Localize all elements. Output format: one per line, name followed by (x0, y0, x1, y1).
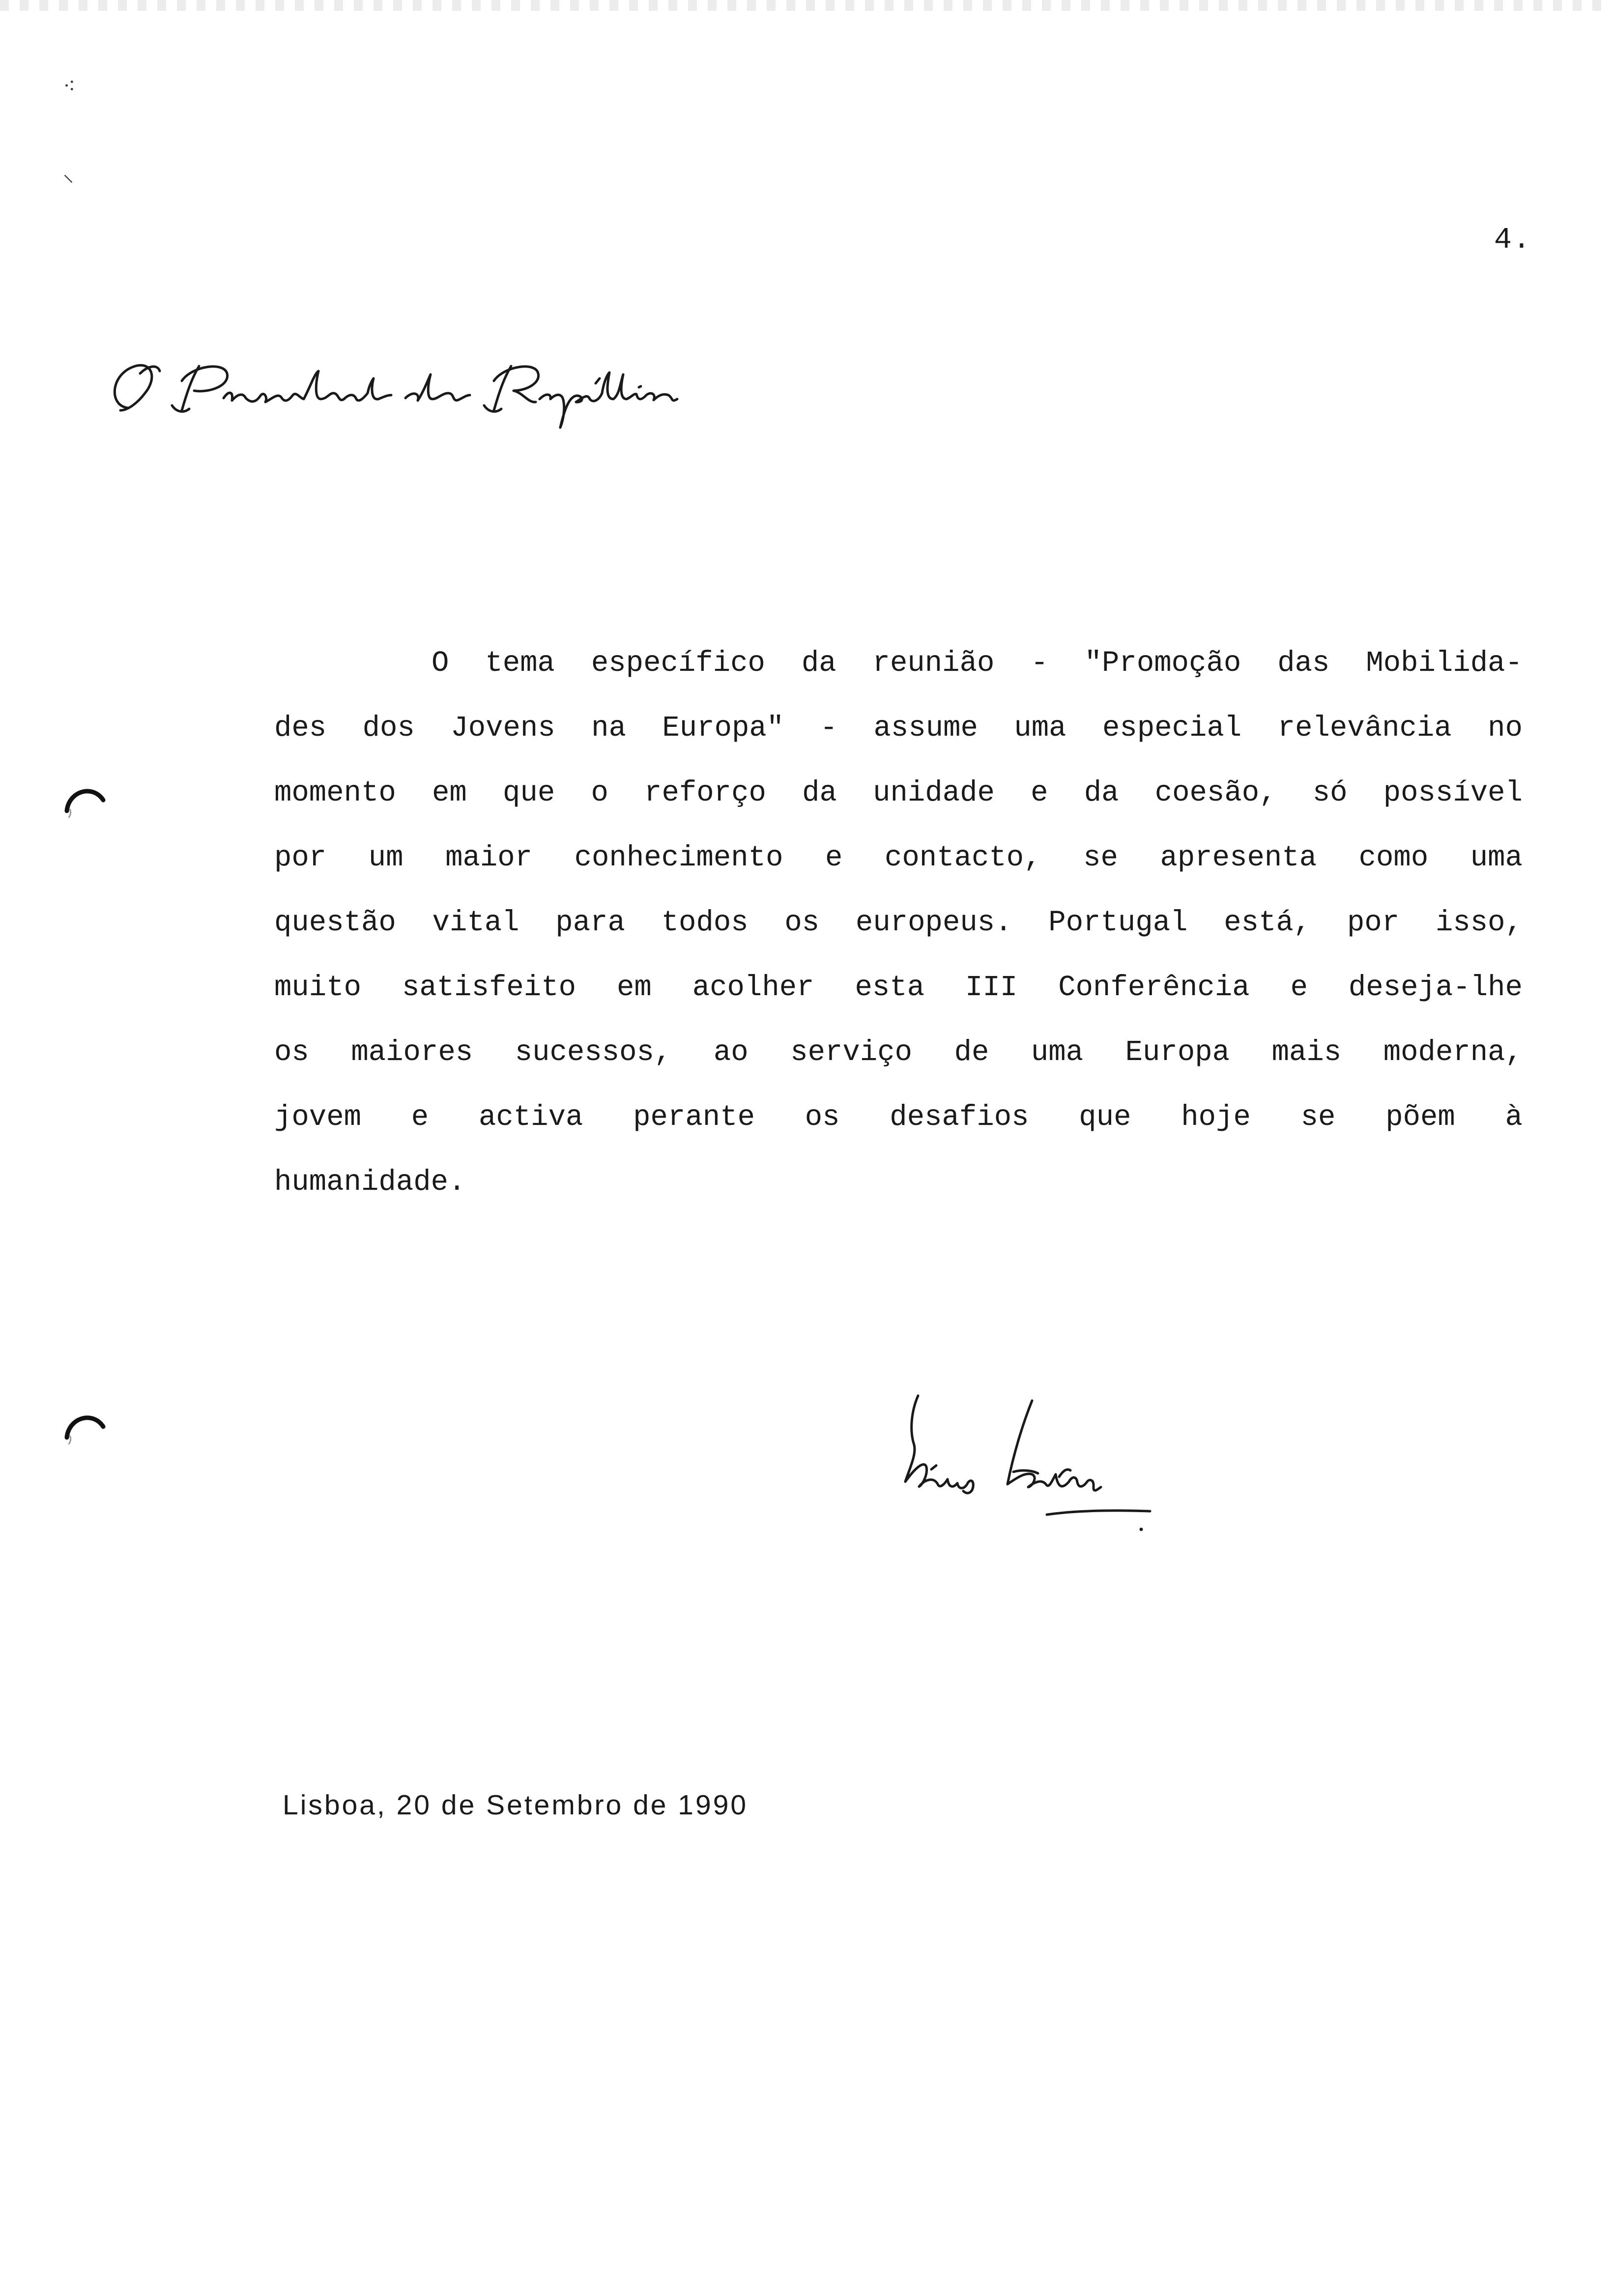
scan-speck: ⸌ (63, 171, 74, 196)
handwritten-signature (885, 1386, 1180, 1543)
binder-punch-hole (63, 776, 107, 821)
letterhead-script-logo (98, 344, 688, 432)
paragraph-line: momento em que o reforço da unidade e da coesão, só possível (274, 776, 1523, 809)
binder-punch-hole (63, 1403, 107, 1447)
body-paragraph (274, 639, 1523, 1223)
scan-speck: ⁖ (63, 74, 76, 99)
paragraph-line: os maiores sucessos, ao serviço de uma Europa mais moderna, (274, 1036, 1523, 1069)
page-number: 4. (1494, 224, 1532, 257)
handwritten-signature-graphic (885, 1386, 1180, 1543)
paragraph-line: muito satisfeito em acolher esta III Conferência e deseja-lhe (274, 971, 1523, 1004)
paragraph-line: questão vital para todos os europeus. Portugal está, por isso, (274, 906, 1523, 939)
dateline: Lisboa, 20 de Setembro de 1990 (283, 1789, 748, 1821)
paragraph-line: humanidade. (274, 1166, 466, 1199)
letterhead-script-logo-graphic (98, 344, 688, 432)
paragraph-line: por um maior conhecimento e contacto, se apresenta como uma (274, 841, 1523, 874)
paragraph-line: jovem e activa perante os desafios que hoje se põem à (274, 1101, 1523, 1134)
scan-edge-artifact (0, 0, 1612, 11)
paragraph-line: des dos Jovens na Europa" - assume uma especial relevância no (274, 712, 1523, 745)
paragraph-line: O tema específico da reunião - "Promoção das Mobilida- (432, 647, 1523, 680)
